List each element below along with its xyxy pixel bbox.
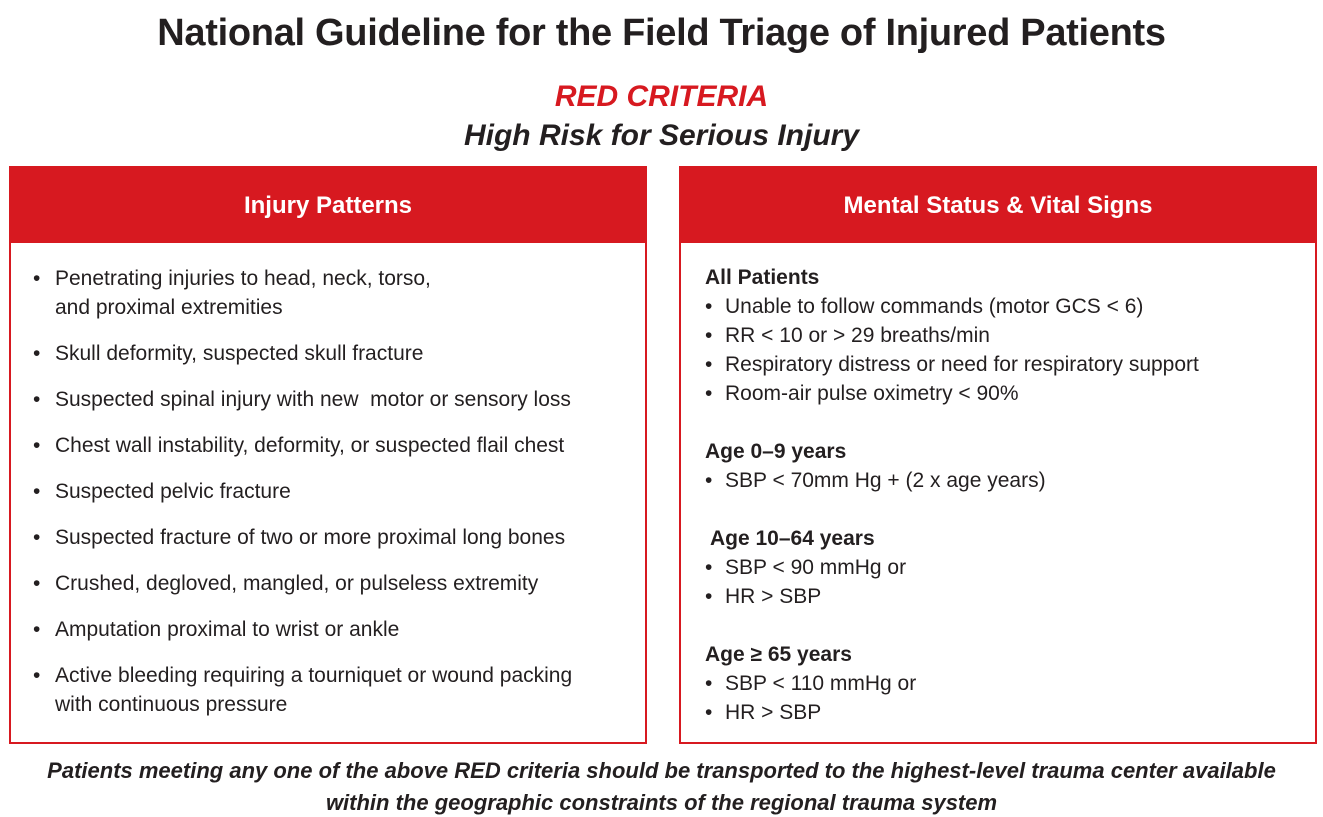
transport-instruction xyxy=(0,755,1323,817)
group-list xyxy=(705,553,1305,611)
group-list xyxy=(705,669,1305,727)
vital-signs-panel xyxy=(679,166,1317,744)
age-65-plus-group xyxy=(705,640,1305,727)
risk-subtitle: High Risk for Serious Injury xyxy=(463,119,860,152)
list-item-text: Active bleeding requiring a tourniquet or wound packing xyxy=(55,664,573,687)
group-title: Age 0–9 years xyxy=(705,440,847,463)
list-item: • SBP < 70mm Hg + (2 x age years) xyxy=(705,466,1305,495)
list-item-text: Skull deformity, suspected skull fracture xyxy=(55,342,424,365)
criteria-subtitle: RED CRITERIA xyxy=(554,80,769,113)
list-item-text: Amputation proximal to wrist or ankle xyxy=(55,618,400,641)
list-item xyxy=(33,569,631,598)
list-item-text: Suspected fracture of two or more proximal long bones xyxy=(55,526,566,549)
list-item: • Room-air pulse oximetry < 90% xyxy=(705,379,1305,408)
injury-patterns-list xyxy=(33,264,631,736)
group-list xyxy=(705,292,1305,408)
list-item: • HR > SBP xyxy=(705,582,1305,611)
list-item: • RR < 10 or > 29 breaths/min xyxy=(705,321,1305,350)
list-item: • HR > SBP xyxy=(705,698,1305,727)
group-title: Age ≥ 65 years xyxy=(705,643,852,666)
list-item: • SBP < 110 mmHg or xyxy=(705,669,1305,698)
all-patients-group xyxy=(705,263,1305,408)
list-item-text: and proximal extremities xyxy=(55,296,283,319)
list-item-text: Penetrating injuries to head, neck, torso, xyxy=(55,267,431,290)
page-title: National Guideline for the Field Triage of Injured Patients xyxy=(157,12,1166,54)
footer-line: Patients meeting any one of the above RED criteria should be transported to the highest-level trauma center available xyxy=(47,758,1276,783)
vital-signs-content xyxy=(705,263,1305,756)
list-item: • Unable to follow commands (motor GCS < 6) xyxy=(705,292,1305,321)
list-item-text: Suspected spinal injury with new motor or sensory loss xyxy=(55,388,571,411)
list-item-text: with continuous pressure xyxy=(55,693,288,716)
list-item-text: Chest wall instability, deformity, or suspected flail chest xyxy=(55,434,565,457)
list-item xyxy=(33,477,631,506)
list-item xyxy=(33,615,631,644)
list-item xyxy=(33,661,631,719)
group-title: All Patients xyxy=(705,266,820,289)
vital-signs-header: Mental Status & Vital Signs xyxy=(681,168,1315,243)
list-item xyxy=(33,264,631,322)
list-item-text: Crushed, degloved, mangled, or pulseless extremity xyxy=(55,572,539,595)
list-item: • Respiratory distress or need for respiratory support xyxy=(705,350,1305,379)
age-0-9-group xyxy=(705,437,1305,495)
age-10-64-group xyxy=(705,524,1305,611)
group-title: Age 10–64 years xyxy=(710,527,875,550)
list-item xyxy=(33,385,631,414)
group-list xyxy=(705,466,1305,495)
list-item: • SBP < 90 mmHg or xyxy=(705,553,1305,582)
list-item xyxy=(33,339,631,368)
list-item-text: Suspected pelvic fracture xyxy=(55,480,291,503)
footer-line: within the geographic constraints of the regional trauma system xyxy=(325,790,998,815)
injury-patterns-panel xyxy=(9,166,647,744)
list-item xyxy=(33,431,631,460)
injury-patterns-header: Injury Patterns xyxy=(11,168,645,243)
list-item xyxy=(33,523,631,552)
